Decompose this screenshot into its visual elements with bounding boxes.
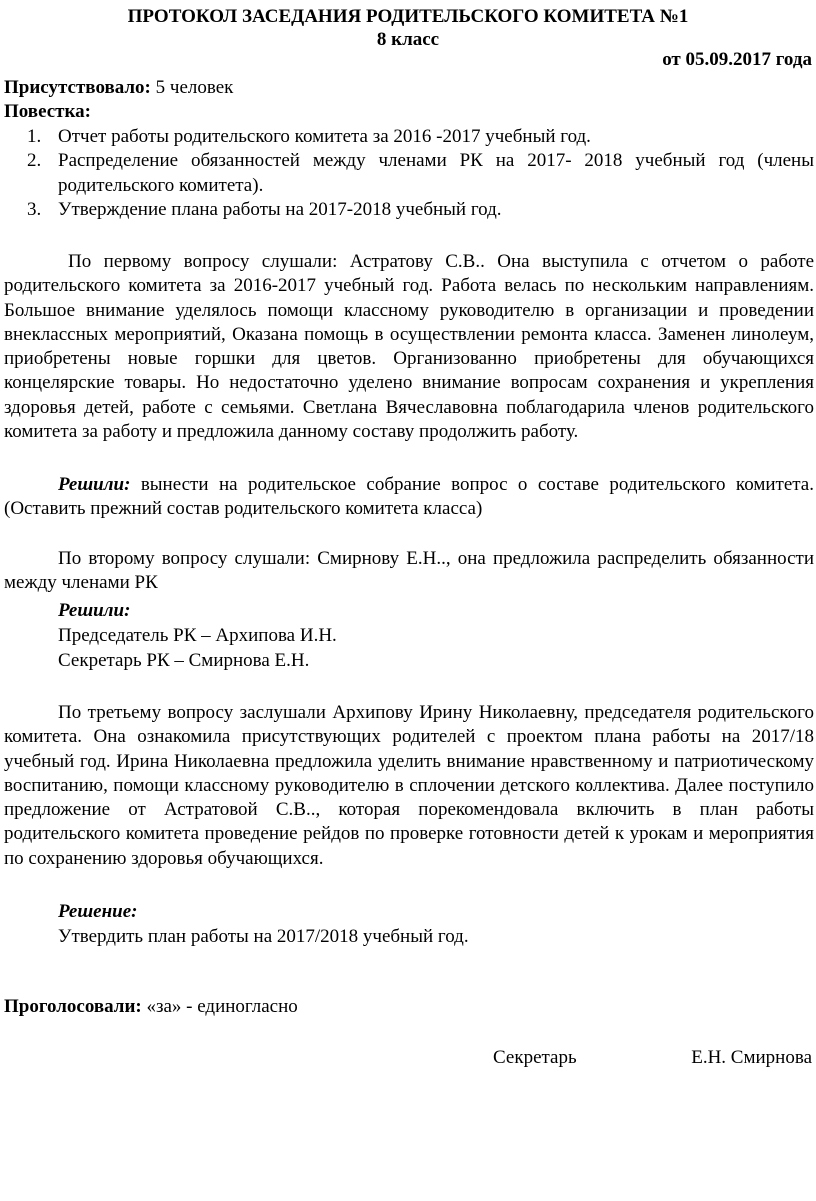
q1-heard-paragraph: По первому вопросу слушали: Астратову С.В.. Она выступила с отчетом о работе родительского комитета за 2016-2017 учебный год. Работа велась по нескольким направлениям. Большое внимание уделялось помощи классному руководителю в организации и проведении внеклассных мероприятий, Оказана помощь в осуществлении ремонта класса. Заменен линолеум, приобретены новые горшки для цветов. Организованно приобретены для обучающихся концелярские товары. Но недостаточно уделено внимание вопросам сохранения и укрепления здоровья детей, работе с семьями. Светлана Вячеславовна поблагодарила членов родительского комитета за работу и предложила данному составу продолжить работу. bbox=[4, 251, 814, 443]
agenda-item bbox=[0, 149, 814, 198]
attendance-value: 5 человек bbox=[150, 77, 234, 98]
q3-decision-text: Утвердить план работы на 2017/2018 учебный год. bbox=[58, 926, 469, 947]
agenda-item-text: Отчет работы родительского комитета за 2016 -2017 учебный год. bbox=[58, 126, 591, 147]
q3-heard-paragraph: По третьему вопросу заслушали Архипову Ирину Николаевну, председателя родительского комитета. Она ознакомила присутствующих родителей с проектом плана работы на 2017/18 учебный год. Ирина Николаевна предложила уделить внимание нравственному и патриотическому воспитанию, помощи классному руководителю в сплочении детского коллектива. Далее поступило предложение от Астратовой С.В.., которая порекомендовала включить в план работы родительского комитета проведение рейдов по проверке готовности детей к урокам и мероприятия по сохранению здоровья обучающихся. bbox=[4, 702, 814, 869]
vote-value: «за» - единогласно bbox=[141, 996, 298, 1017]
agenda-label: Повестка: bbox=[4, 101, 91, 122]
agenda-item-number: 1. bbox=[27, 126, 42, 147]
q2-heard-paragraph: По второму вопросу слушали: Смирнову Е.Н.., она предложила распределить обязанности между членами РК bbox=[4, 548, 814, 594]
q2-secretary-line: Секретарь РК – Смирнова Е.Н. bbox=[58, 650, 310, 671]
agenda-item bbox=[0, 198, 814, 222]
document-date: от 05.09.2017 года bbox=[662, 49, 812, 70]
q2-chair-line: Председатель РК – Архипова И.Н. bbox=[58, 625, 337, 646]
agenda-item-number: 2. bbox=[27, 150, 42, 172]
attendance-label: Присутствовало: bbox=[4, 77, 151, 98]
agenda-item-text: Утверждение плана работы на 2017-2018 учебный год. bbox=[58, 198, 502, 220]
agenda-item-number: 3. bbox=[27, 198, 42, 220]
q1-decision-label: Решили: bbox=[58, 474, 131, 495]
vote-label: Проголосовали: bbox=[4, 996, 142, 1017]
document-grade: 8 класс bbox=[376, 29, 440, 50]
vote-line bbox=[4, 995, 298, 1019]
signature-name: Е.Н. Смирнова bbox=[691, 1047, 812, 1068]
document-title: ПРОТОКОЛ ЗАСЕДАНИЯ РОДИТЕЛЬСКОГО КОМИТЕТА №1 bbox=[127, 6, 689, 27]
attendance-line bbox=[4, 76, 233, 100]
q3-decision-label: Решение: bbox=[58, 901, 138, 922]
agenda-list bbox=[0, 125, 814, 222]
q1-decision-text: вынести на родительское собрание вопрос о составе родительского комитета. (Оставить прежний состав родительского комитета класса) bbox=[4, 474, 814, 520]
agenda-item-text: Распределение обязанностей между членами РК на 2017- 2018 учебный год (члены родительского комитета). bbox=[58, 150, 814, 196]
agenda-item bbox=[0, 125, 814, 149]
q1-decision-paragraph bbox=[4, 473, 814, 522]
q2-decision-label: Решили: bbox=[58, 600, 131, 621]
signature-role: Секретарь bbox=[493, 1047, 577, 1068]
